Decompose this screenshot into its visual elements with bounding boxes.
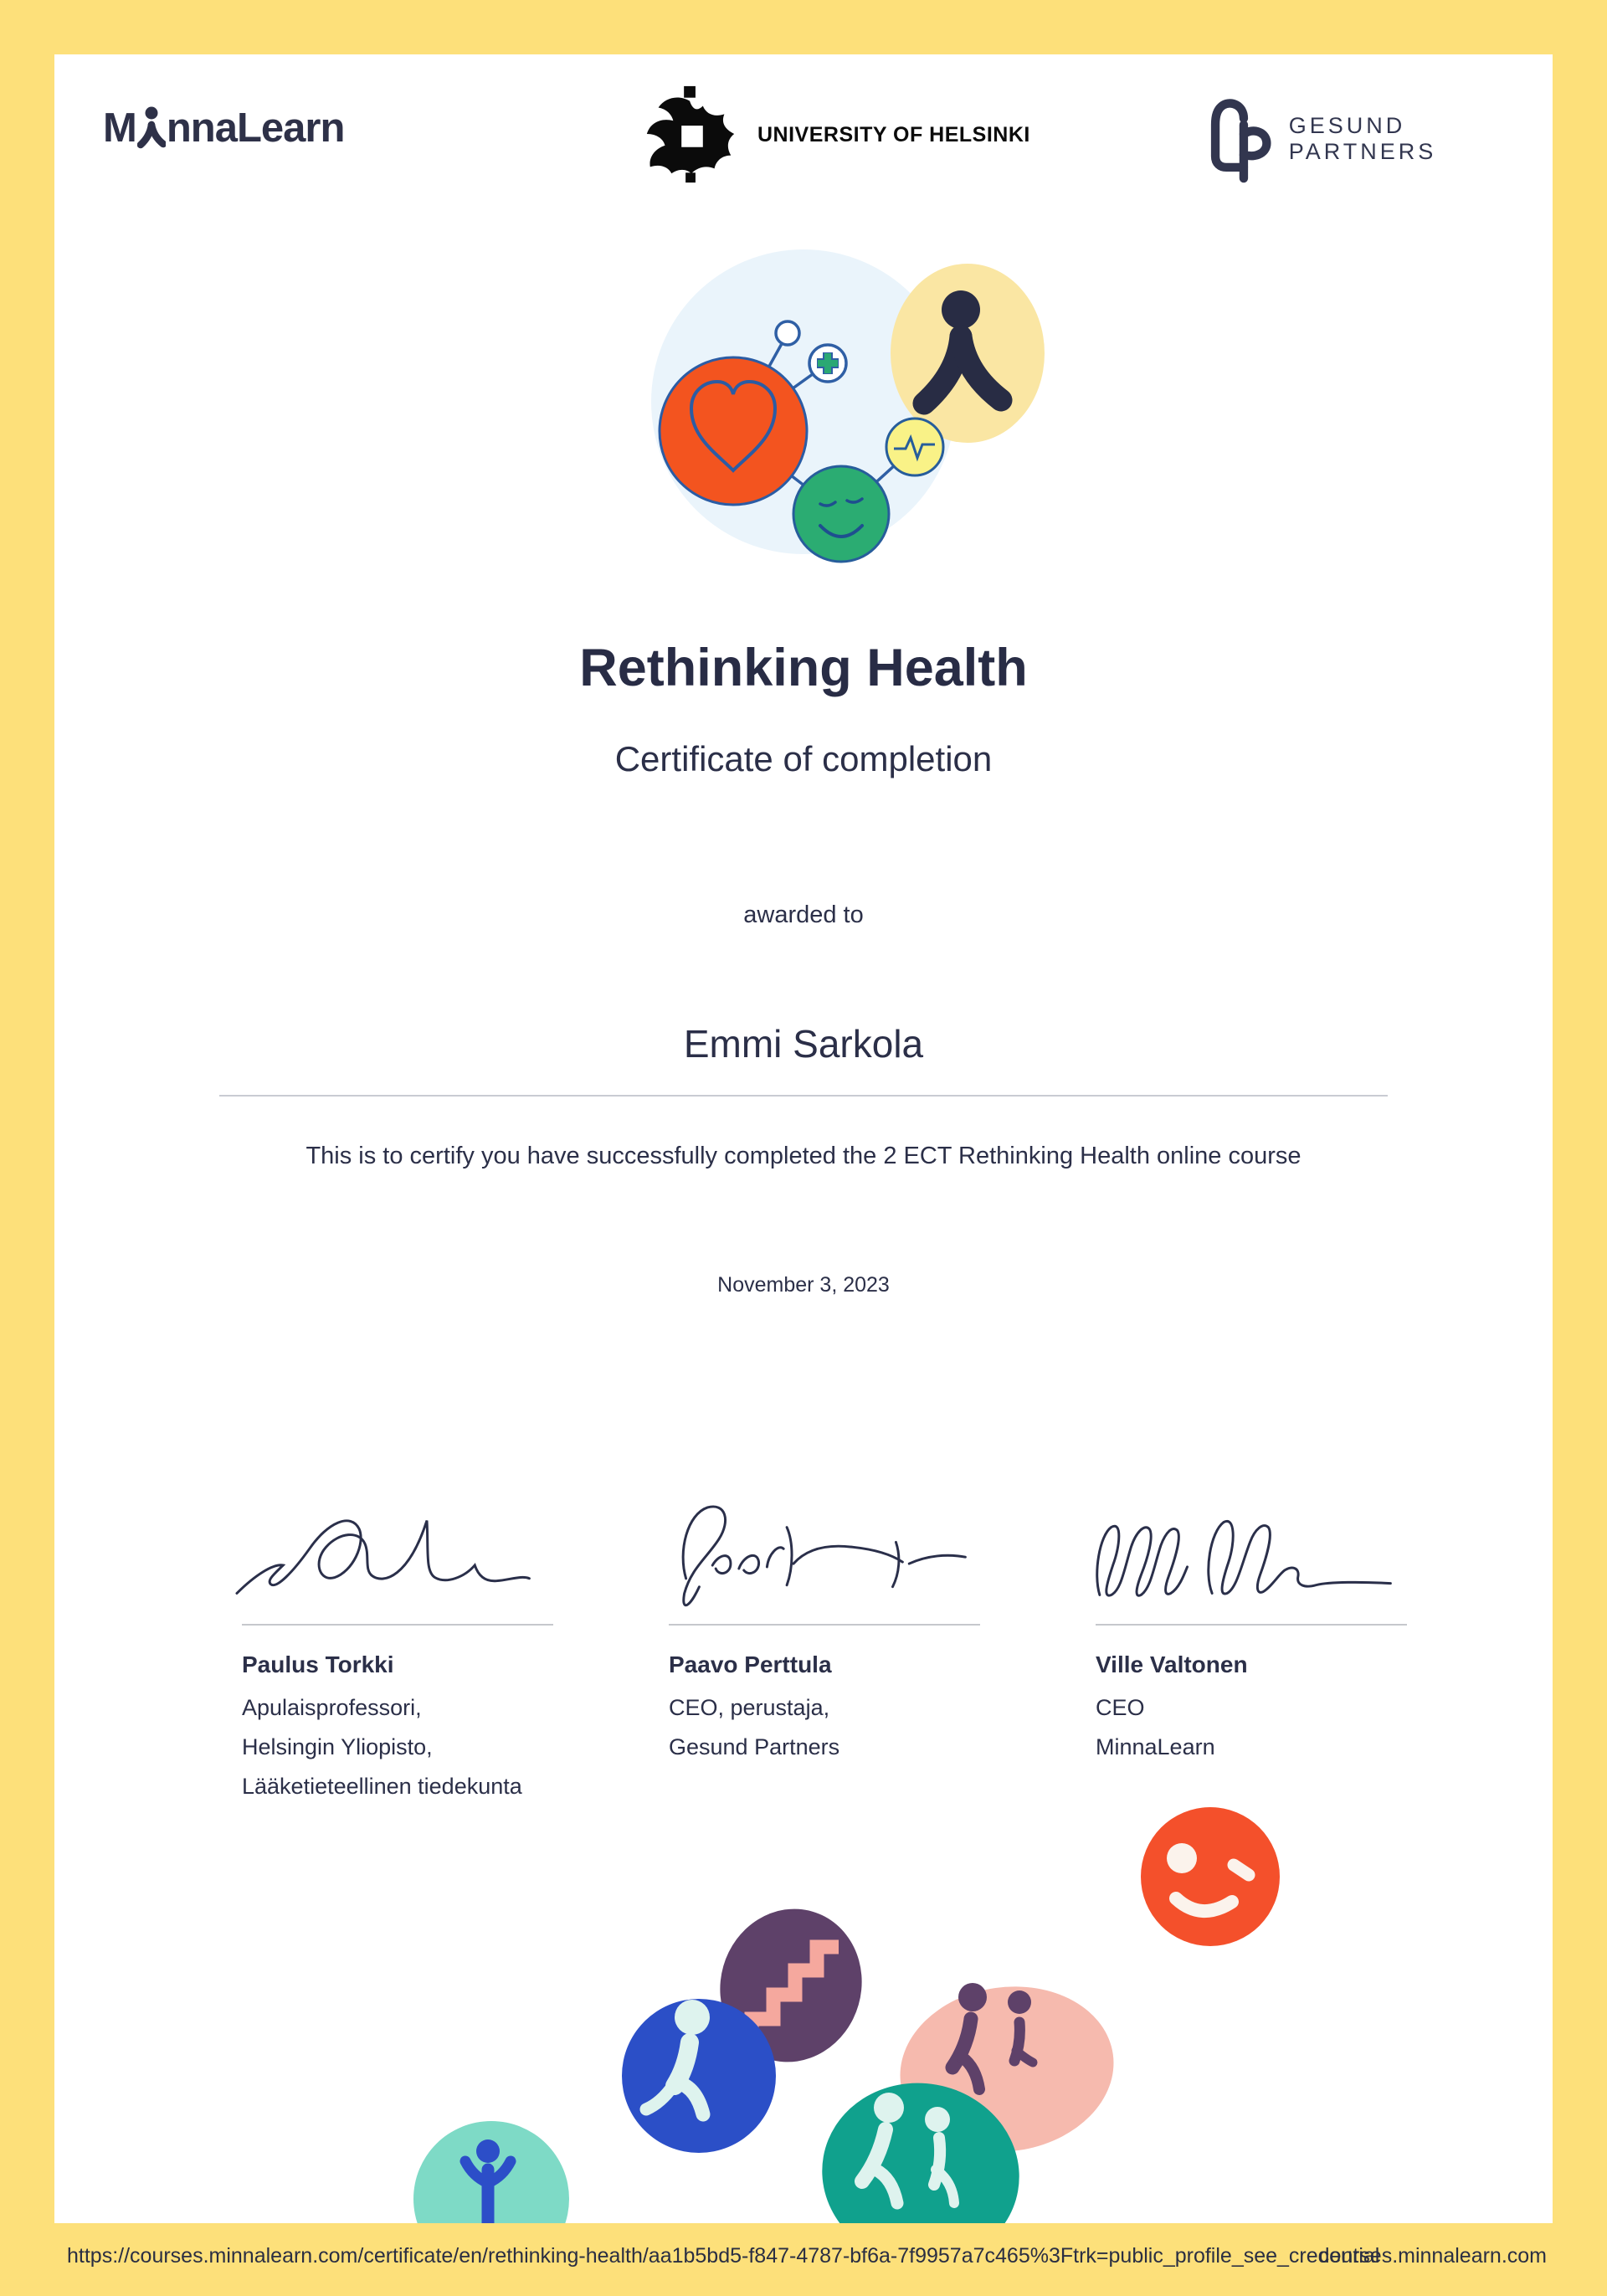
wink-smiley-blob <box>1141 1807 1280 1946</box>
smiley-circle <box>793 466 889 562</box>
signer-role-line: CEO <box>1096 1695 1145 1720</box>
person-arms-up-blob <box>413 2121 569 2223</box>
signer-name: Paavo Perttula <box>669 1651 832 1677</box>
certificate-card <box>54 54 1553 2223</box>
node-circle <box>776 321 799 345</box>
signature-line <box>669 1624 980 1626</box>
signer-role-line: CEO, perustaja, <box>669 1695 830 1720</box>
certificate-subtitle: Certificate of completion <box>614 739 993 778</box>
signature-paavo-perttula <box>661 1496 992 1642</box>
signer-role-line: Lääketieteellinen tiedekunta <box>242 1774 522 1799</box>
signer-role-line: Helsingin Yliopisto, <box>242 1734 433 1759</box>
minnalearn-person-icon <box>137 106 166 150</box>
certification-statement: This is to certify you have successfully completed the 2 ECT Rethinking Health online course <box>305 1143 1302 1169</box>
signer-role-line: MinnaLearn <box>1096 1734 1215 1759</box>
signature-line <box>1096 1624 1407 1626</box>
heart-circle <box>660 357 807 505</box>
helsinki-flame-icon <box>639 85 746 184</box>
completion-date: November 3, 2023 <box>717 1273 890 1297</box>
course-title: Rethinking Health <box>579 639 1028 697</box>
name-underline <box>219 1095 1388 1097</box>
recipient-name: Emmi Sarkola <box>683 1022 924 1066</box>
signature-line <box>242 1624 553 1626</box>
gesund-heart-monogram-icon <box>1203 94 1274 184</box>
decorative-blobs <box>377 1791 1297 2223</box>
signer-name: Ville Valtonen <box>1096 1651 1248 1677</box>
gesund-partners-logo <box>1203 96 1553 182</box>
site-url: courses.minnalearn.com <box>1318 2244 1547 2268</box>
university-of-helsinki-label: UNIVERSITY OF HELSINKI <box>757 122 1030 146</box>
signer-name: Paulus Torkki <box>242 1651 394 1677</box>
signature-ville-valtonen <box>1088 1496 1419 1626</box>
health-network-illustration <box>552 209 1055 578</box>
awarded-to-label: awarded to <box>743 901 864 928</box>
signature-paulus-torkki <box>230 1496 561 1626</box>
minnalearn-logo-prefix: M <box>103 105 136 151</box>
minnalearn-logo <box>103 105 344 152</box>
minnalearn-logo-suffix: nnaLearn <box>166 105 345 151</box>
signer-role-line: Gesund Partners <box>669 1734 840 1759</box>
gesund-partners-label: GESUND PARTNERS <box>1288 113 1437 164</box>
university-of-helsinki-logo <box>639 85 1030 185</box>
running-person-blob <box>622 1999 776 2153</box>
signer-role-line: Apulaisprofessori, <box>242 1695 422 1720</box>
certificate-url: https://courses.minnalearn.com/certificate/en/rethinking-health/aa1b5bd5-f847-4787-bf6a-7f9957a7c465%3Ftrk=public_profile_see_credential <box>67 2244 1380 2268</box>
